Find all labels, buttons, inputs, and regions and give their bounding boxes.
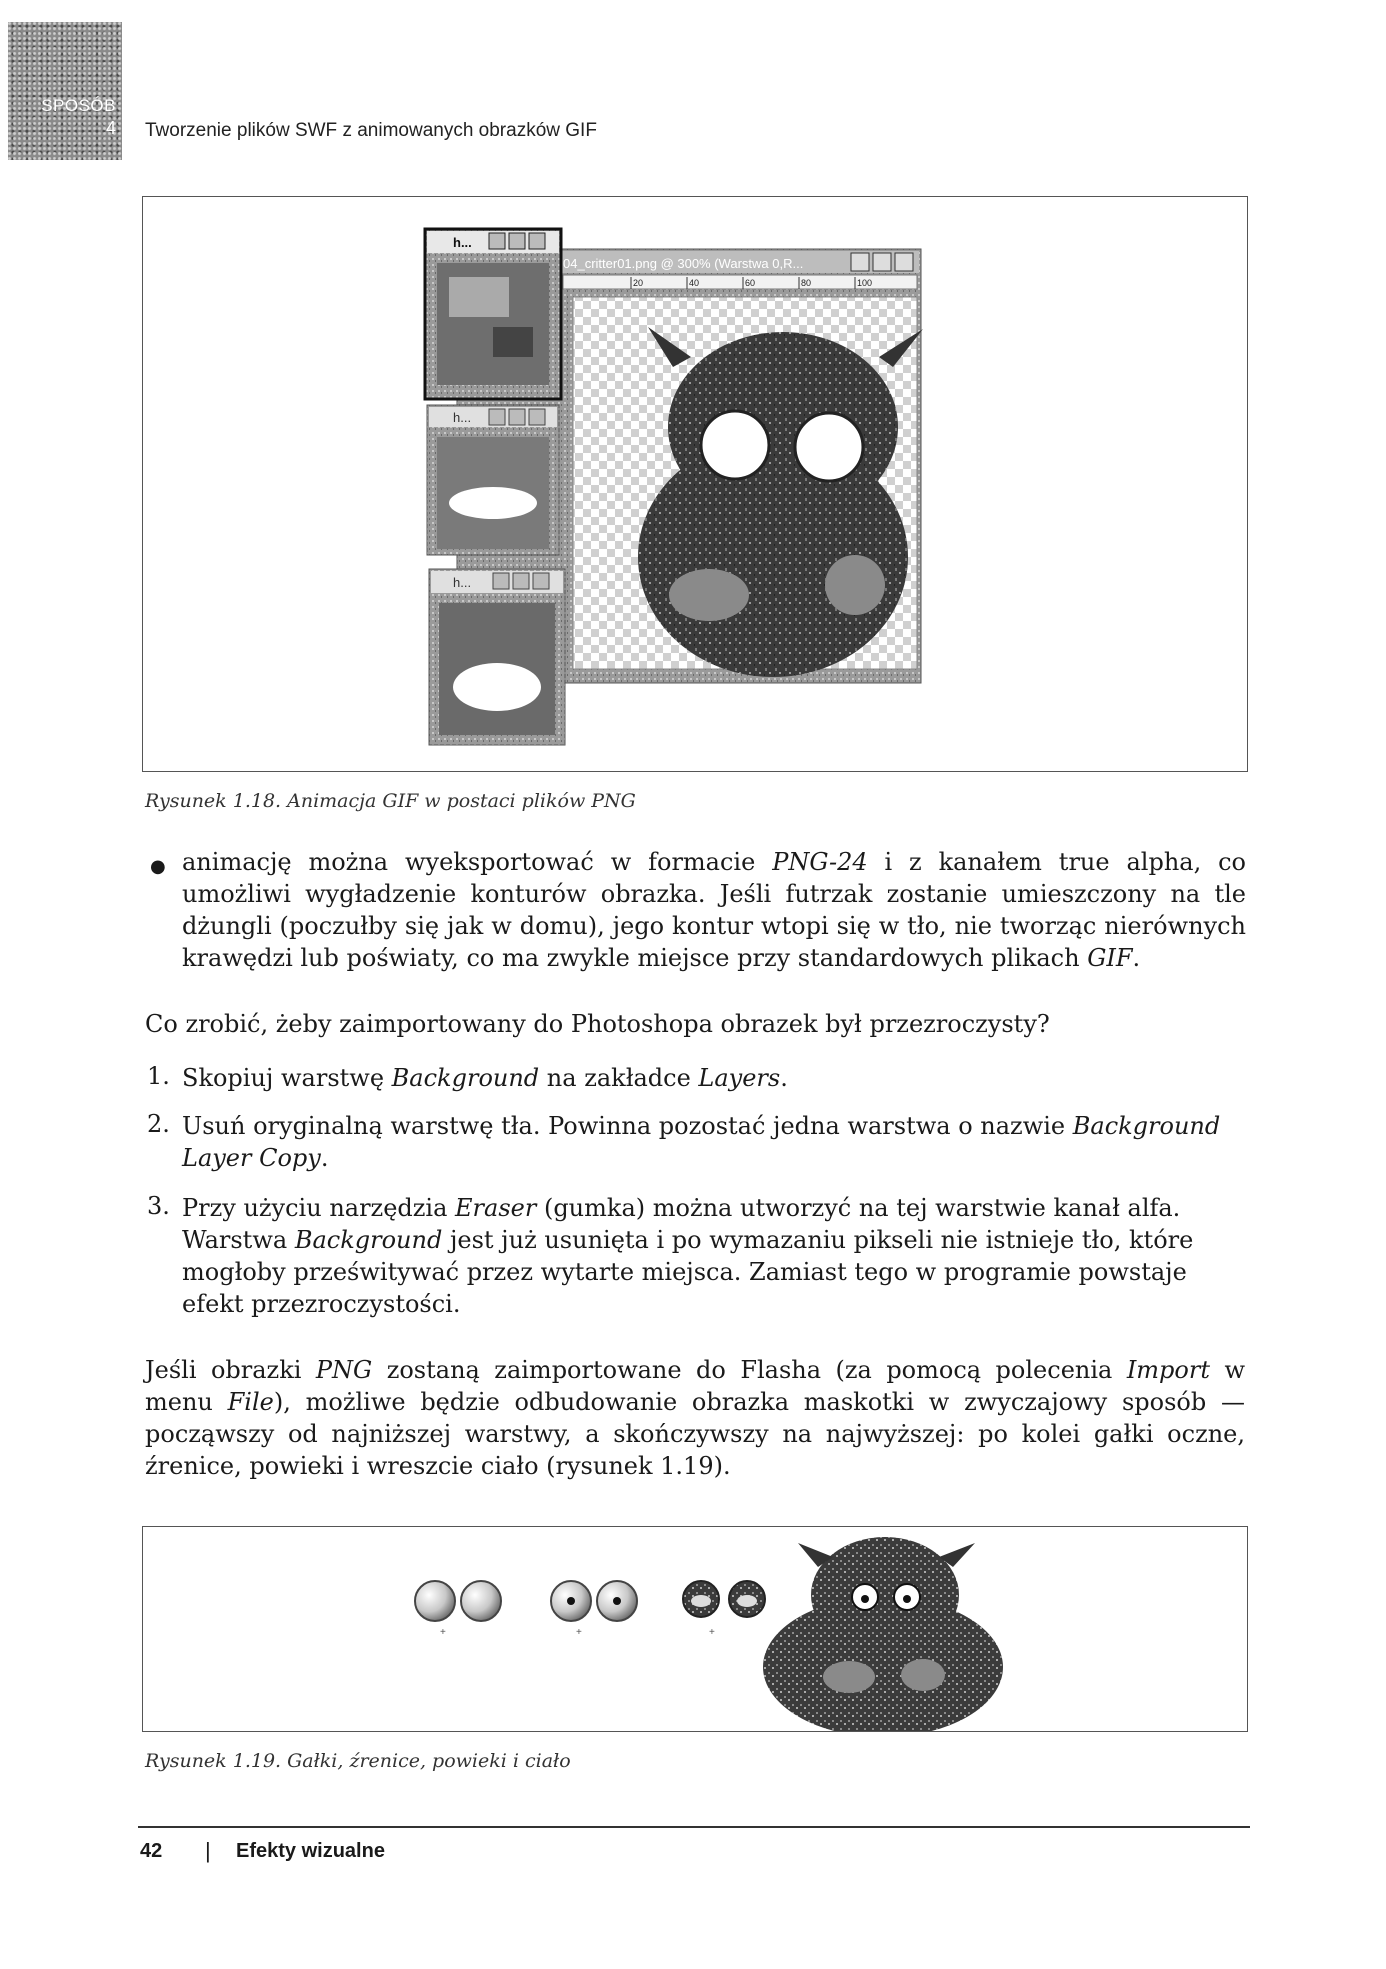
- italic-term: PNG-24: [772, 848, 868, 876]
- layer-panel-1: [425, 229, 561, 399]
- layer-panel-2-title: h...: [453, 410, 472, 425]
- text-run: i z kanałem true alpha, co umożliwi wygładzenie konturów obrazka. Jeśli futrzak zostanie umieszczony na tle dżungli (poczułby się jak w domu), jego kontur wtopi się w tło, nie tworząc nierównych krawędzi lub poświaty, co ma zwykle miejsce przy standardowych plikach: [182, 848, 1246, 972]
- bullet-marker: ●: [150, 856, 166, 877]
- page-number: 42: [140, 1840, 163, 1862]
- italic-term: Eraser: [455, 1194, 537, 1222]
- ruler-tick-label: 40: [689, 278, 700, 288]
- layer-panel-3-title: h...: [453, 575, 472, 590]
- italic-term: Background Layer Copy: [182, 1112, 1221, 1172]
- italic-term: Background: [294, 1226, 443, 1254]
- italic-term: PNG: [315, 1356, 373, 1384]
- figure-1-caption: Rysunek 1.18. Animacja GIF w postaci plików PNG: [145, 790, 636, 812]
- text-run: w menu: [145, 1356, 1245, 1416]
- italic-term: Import: [1126, 1356, 1210, 1384]
- text-run: ), możliwe będzie odbudowanie obrazka maskotki w zwyczajowy sposób — począwszy od najniższej warstwy, a skończywszy na najwyższej: po kolei gałki oczne, źrenice, powieki i wreszcie ciało (rysunek 1.19).: [145, 1388, 1245, 1480]
- body-paragraph: [145, 1354, 1245, 1482]
- badge-number: 4: [105, 118, 116, 138]
- text-run: jest już usunięta i po wymazaniu pikseli nie istnieje tło, które mogłoby prześwitywać przez wytarte miejsca. Zamiast tego w programie powstaje efekt przezroczystości.: [182, 1226, 1194, 1318]
- text-run: animację można wyeksportować w formacie: [182, 848, 773, 876]
- italic-term: Background: [391, 1064, 540, 1092]
- svg-text:+: +: [576, 1627, 582, 1638]
- step-text: [182, 1062, 1246, 1094]
- pupils-group: [551, 1581, 637, 1638]
- figure-1-image: [143, 197, 1247, 771]
- ruler-tick-label: 20: [633, 278, 644, 288]
- figure-1-screenshot: [142, 196, 1248, 772]
- text-run: .: [780, 1064, 788, 1092]
- section-badge: [8, 22, 122, 160]
- ruler-tick-label: 60: [745, 278, 756, 288]
- ruler-tick-label: 80: [801, 278, 812, 288]
- question-text: Co zrobić, żeby zaimportowany do Photoshopa obrazek był przezroczysty?: [145, 1010, 1050, 1038]
- text-run: .: [320, 1144, 329, 1172]
- figure-2-illustration: [142, 1526, 1248, 1732]
- svg-text:+: +: [709, 1627, 715, 1638]
- running-head: Tworzenie plików SWF z animowanych obrazków GIF: [145, 120, 597, 141]
- text-run: Przy użyciu narzędzia: [182, 1194, 456, 1222]
- italic-term: File: [227, 1388, 274, 1416]
- italic-term: GIF: [1087, 944, 1133, 972]
- svg-text:+: +: [440, 1627, 446, 1638]
- step-text: [182, 1192, 1202, 1320]
- text-run: na zakładce: [539, 1064, 699, 1092]
- chapter-title: Efekty wizualne: [236, 1840, 385, 1862]
- footer-divider: [138, 1826, 1250, 1828]
- text-run: .: [1132, 944, 1141, 972]
- figure-2-caption: Rysunek 1.19. Gałki, źrenice, powieki i ciało: [145, 1750, 571, 1772]
- text-run: Jeśli obrazki: [145, 1356, 316, 1384]
- text-run: Usuń oryginalną warstwę tła. Powinna pozostać jedna warstwa o nazwie: [182, 1112, 1073, 1140]
- main-window-title: 04_critter01.png @ 300% (Warstwa 0,R...: [563, 256, 804, 271]
- italic-term: Layers: [698, 1064, 781, 1092]
- eyeballs-group: [415, 1581, 501, 1638]
- text-run: (gumka) można utworzyć na tej warstwie kanał alfa. Warstwa: [182, 1194, 1181, 1254]
- text-run: zostaną zaimportowane do Flasha (za pomocą polecenia: [372, 1356, 1127, 1384]
- layer-panel-3: [429, 569, 565, 745]
- step-number: 3.: [147, 1192, 170, 1220]
- step-number: 1.: [147, 1062, 170, 1090]
- badge-label: SPOSÓB: [41, 96, 116, 115]
- bullet-item-text: [182, 846, 1246, 974]
- footer-separator: |: [205, 1838, 211, 1863]
- layer-panel-1-title: h...: [453, 235, 472, 250]
- body-group: [763, 1537, 1003, 1731]
- figure-2-image: [143, 1527, 1247, 1731]
- step-text: [182, 1110, 1242, 1174]
- ruler-tick-label: 100: [857, 278, 873, 288]
- text-run: Skopiuj warstwę: [182, 1064, 392, 1092]
- layer-panel-2: [427, 405, 559, 555]
- main-window-controls: [851, 253, 913, 271]
- eyelids-group: [683, 1581, 765, 1638]
- step-number: 2.: [147, 1110, 170, 1138]
